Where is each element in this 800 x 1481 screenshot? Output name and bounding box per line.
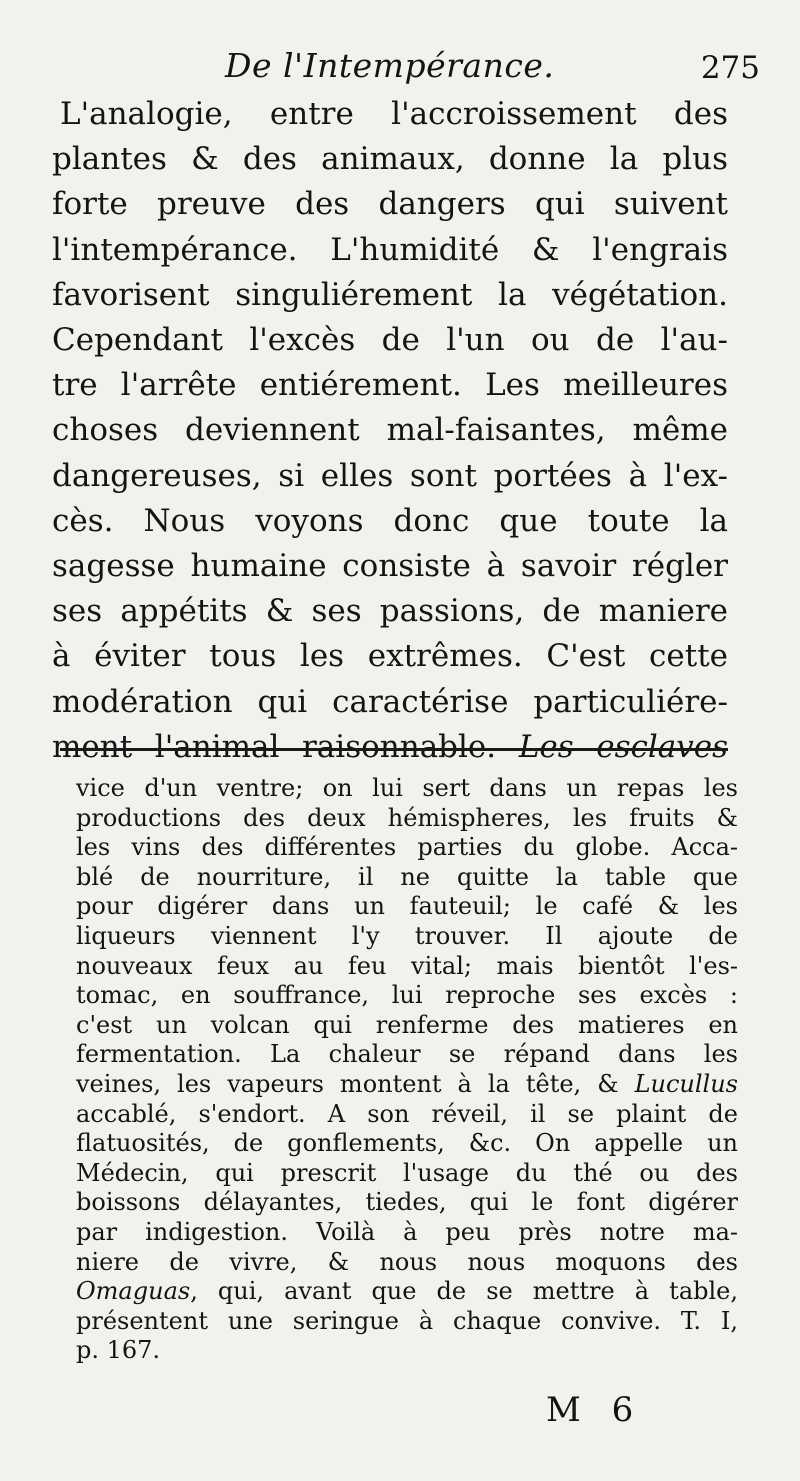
- main-line: sagesse humaine consiste à savoir régler: [52, 548, 728, 585]
- page-number: 275: [700, 50, 760, 86]
- main-line: dangereuses, si elles sont portées à l'ex-: [52, 457, 728, 494]
- main-line: Cependant l'excès de l'un ou de l'au-: [52, 322, 728, 359]
- main-line: plantes & des animaux, donne la plus: [52, 141, 728, 178]
- footnote-rule: [60, 748, 728, 751]
- main-text-block: [52, 92, 728, 770]
- footnote-line: vice d'un ventre; on lui sert dans un repas les: [76, 774, 738, 802]
- footnote-text: , qui, avant que de se mettre à table,: [190, 1277, 738, 1306]
- footnote-line-final: p. 167.: [76, 1336, 161, 1365]
- footnote-line: accablé, s'endort. A son réveil, il se plaint de: [76, 1099, 738, 1128]
- footnote-line: boissons délayantes, tiedes, qui le font digérer: [76, 1188, 738, 1217]
- main-line: modération qui caractérise particuliére-: [52, 683, 728, 720]
- footnote-line: blé de nourriture, il ne quitte la table que: [76, 862, 738, 891]
- footnote-line: par indigestion. Voilà à peu près notre ma-: [76, 1217, 738, 1246]
- footnote-line: nouveaux feux au feu vital; mais bientôt l'es-: [76, 951, 738, 980]
- main-line: tre l'arrête entiérement. Les meilleures: [52, 367, 728, 404]
- main-line: ses appétits & ses passions, de maniere: [52, 593, 728, 630]
- main-line: L'analogie, entre l'accroissement des: [60, 96, 728, 132]
- footnote-text: veines, les vapeurs montent à la tête, &: [76, 1069, 619, 1098]
- footnote-line: les vins des différentes parties du globe. Acca-: [76, 833, 738, 862]
- main-line: choses deviennent mal-faisantes, même: [52, 412, 728, 449]
- footnote-line: pour digérer dans un fauteuil; le café & les: [76, 892, 738, 921]
- footnote-line-omaguas: [76, 1277, 738, 1307]
- main-last-italic: Les esclaves: [518, 728, 728, 765]
- running-header: [225, 46, 760, 94]
- main-line: favorisent singuliérement la végétation.: [52, 276, 728, 313]
- footnote-line: Médecin, qui prescrit l'usage du thé ou des: [76, 1158, 738, 1187]
- footnote-italic-name: Omaguas: [76, 1277, 191, 1306]
- footnote-line-lucullus: [76, 1070, 738, 1100]
- footnote-line: niere de vivre, & nous nous moquons des: [76, 1247, 738, 1276]
- footnote-line: tomac, en souffrance, lui reproche ses excès :: [76, 981, 738, 1010]
- running-title: De l'Intempérance.: [225, 46, 555, 85]
- main-last-roman: ment l'animal raisonnable.: [52, 728, 497, 765]
- main-line: forte preuve des dangers qui suivent: [52, 186, 728, 223]
- footnote-block: [76, 774, 738, 1366]
- footnote-line: productions des deux hémispheres, les fruits &: [76, 803, 738, 832]
- footnote-line: fermentation. La chaleur se répand dans les: [76, 1040, 738, 1069]
- main-line: l'intempérance. L'humidité & l'engrais: [52, 231, 728, 268]
- footnote-line: flatuosités, de gonflements, &c. On appelle un: [76, 1129, 738, 1158]
- footnote-line: liqueurs viennent l'y trouver. Il ajoute de: [76, 921, 738, 950]
- footnote-line: présentent une seringue à chaque convive. T. I,: [76, 1306, 738, 1335]
- signature-mark: M 6: [546, 1390, 644, 1430]
- footnote-line: c'est un volcan qui renferme des matieres en: [76, 1010, 738, 1039]
- footnote-italic-name: Lucullus: [634, 1069, 738, 1098]
- main-line: cès. Nous voyons donc que toute la: [52, 502, 728, 539]
- main-line: à éviter tous les extrêmes. C'est cette: [52, 638, 728, 675]
